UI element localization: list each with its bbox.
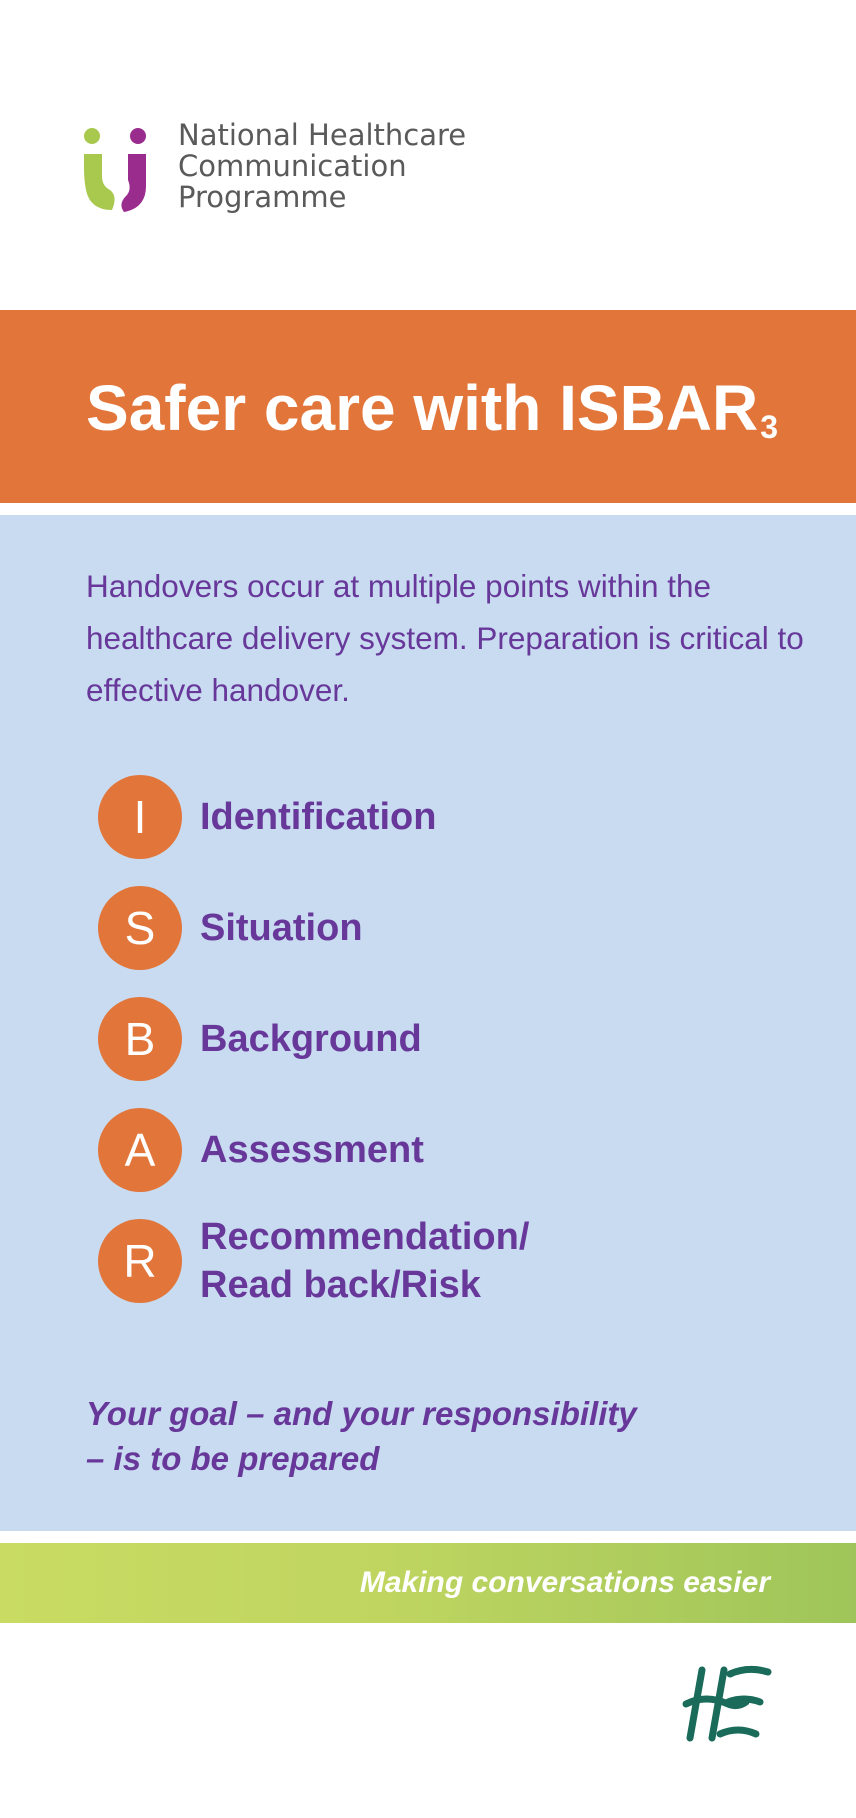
programme-logo [84,120,484,220]
tagline-banner [0,1543,856,1623]
term-line: Read back/Risk [200,1264,481,1306]
page-title [86,370,778,465]
term-label [200,1126,424,1174]
programme-name-line: Programme [178,180,347,214]
goal-line: Your goal – and your responsibility [86,1395,637,1432]
title-subscript: 3 [760,409,779,445]
letter-badge: I [98,775,182,859]
content-panel [0,515,856,1531]
term-label [200,1213,529,1309]
term-line: Identification [200,796,437,838]
term-line: Assessment [200,1129,424,1171]
term-label [200,904,363,952]
term-label [200,1015,422,1063]
term-line: Situation [200,907,363,949]
letter-badge: R [98,1219,182,1303]
title-banner [0,310,856,503]
programme-name-line: Communication [178,149,407,183]
intro-text: Handovers occur at multiple points within the healthcare delivery system. Preparation is critical to effective handover. [86,568,804,708]
programme-name-line: National Healthcare [178,118,467,152]
term-line: Background [200,1018,422,1060]
hse-logo-icon [676,1664,772,1742]
programme-name [178,120,466,213]
letter-badge: S [98,886,182,970]
two-people-speech-icon [84,124,154,216]
letter-badge: A [98,1108,182,1192]
goal-statement [86,1391,637,1481]
goal-line: – is to be prepared [86,1440,380,1477]
letter-badge: B [98,997,182,1081]
tagline: Making conversations easier [359,1566,770,1599]
term-line: Recommendation/ [200,1216,530,1258]
page-title-text: Safer care with ISBAR [86,372,759,444]
term-label [200,793,436,841]
